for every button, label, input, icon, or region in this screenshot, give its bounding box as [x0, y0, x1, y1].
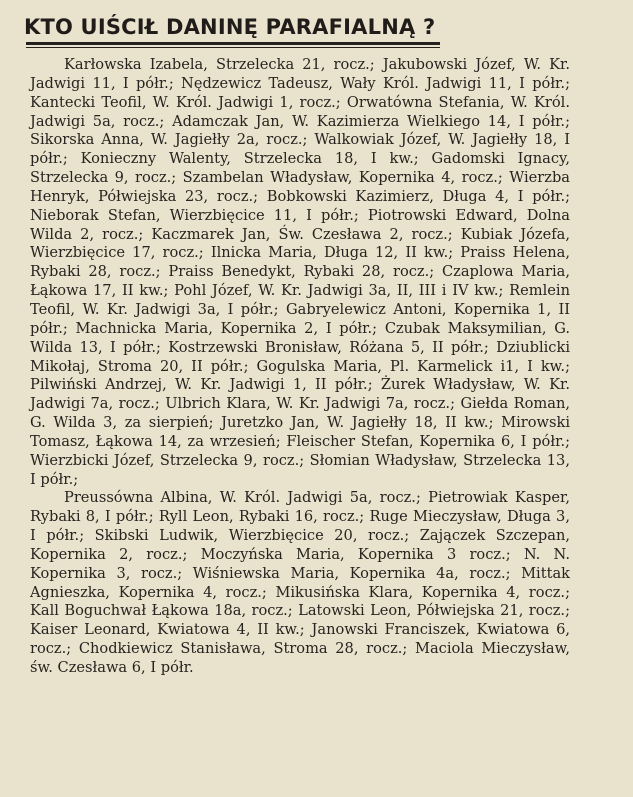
article-body: [30, 56, 570, 678]
article-paragraph-2: Preussówna Albina, W. Król. Jadwigi 5a, rocz.; Pietrowiak Kasper, Rybaki 8, I półr.; Ryll Leon, Rybaki 16, rocz.; Ruge Mieczysław, Długa 3, I półr.; Skibski Ludwik, Wierzbięcice 20, rocz.; Zajączek Szczepan, Kopernika 2, rocz.; Moczyńska Maria, Kopernika 3 rocz.; N. N. Kopernika 3, rocz.; Wiśniewska Maria, Kopernika 4a, rocz.; Mittak Agnieszka, Kopernika 4, rocz.; Mikusińska Klara, Kopernika 4, rocz.; Kall Boguchwał Łąkowa 18a, rocz.; Latowski Leon, Półwiejska 21, rocz.; Kaiser Leonard, Kwiatowa 4, II kw.; Janowski Franciszek, Kwiatowa 6, rocz.; Chodkiewicz Stanisława, Stroma 28, rocz.; Maciola Mieczysław, św. Czesława 6, I półr.: [30, 489, 570, 676]
title-underline-thick: [26, 42, 440, 45]
title-underline-thin: [26, 47, 440, 48]
article-paragraph-1: Karłowska Izabela, Strzelecka 21, rocz.; Jakubowski Józef, W. Kr. Jadwigi 11, I półr.; Nędzewicz Tadeusz, Wały Król. Jadwigi 11, I półr.; Kantecki Teofil, W. Król. Jadwigi 1, rocz.; Orwatówna Stefania, W. Król. Jadwigi 5a, rocz.; Adamczak Jan, W. Kazimierza Wielkiego 14, I półr.; Sikorska Anna, W. Jagiełły 2a, rocz.; Walkowiak Józef, W. Jagiełły 18, I półr.; Konieczny Walenty, Strzelecka 18, I kw.; Gadomski Ignacy, Strzelecka 9, rocz.; Szambelan Władysław, Kopernika 4, rocz.; Wierzba Henryk, Półwiejska 23, rocz.; Bobkowski Kazimierz, Długa 4, I półr.; Nieborak Stefan, Wierzbięcice 11, I półr.; Piotrowski Edward, Dolna Wilda 2, rocz.; Kaczmarek Jan, Św. Czesława 2, rocz.; Kubiak Józefa, Wierzbięcice 17, rocz.; Ilnicka Maria, Długa 12, II kw.; Praiss Helena, Rybaki 28, rocz.; Praiss Benedykt, Rybaki 28, rocz.; Czaplowa Maria, Łąkowa 17, II kw.; Pohl Józef, W. Kr. Jadwigi 3a, II, III i IV kw.; Remlein Teofil, W. Kr. Jadwigi 3a, I półr.; Gabryelewicz Antoni, Kopernika 1, II półr.; Machnicka Maria, Kopernika 2, I półr.; Czubak Maksymilian, G. Wilda 13, I półr.; Kostrzewski Bronisław, Różana 5, II półr.; Dziublicki Mikołaj, Stroma 20, II półr.; Gogulska Maria, Pl. Karmelick i1, I kw.; Pilwiński Andrzej, W. Kr. Jadwigi 1, II półr.; Żurek Władysław, W. Kr. Jadwigi 7a, rocz.; Ulbrich Klara, W. Kr. Jadwigi 7a, rocz.; Giełda Roman, G. Wilda 3, za sierpień; Juretzko Jan, W. Jagiełły 18, II kw.; Mirowski Tomasz, Łąkowa 14, za wrzesień; Fleischer Stefan, Kopernika 6, I półr.; Wierzbicki Józef, Strzelecka 9, rocz.; Słomian Władysław, Strzelecka 13, I półr.;: [30, 56, 570, 488]
article-title: KTO UIŚCIŁ DANINĘ PARAFIALNĄ ?: [24, 15, 436, 39]
